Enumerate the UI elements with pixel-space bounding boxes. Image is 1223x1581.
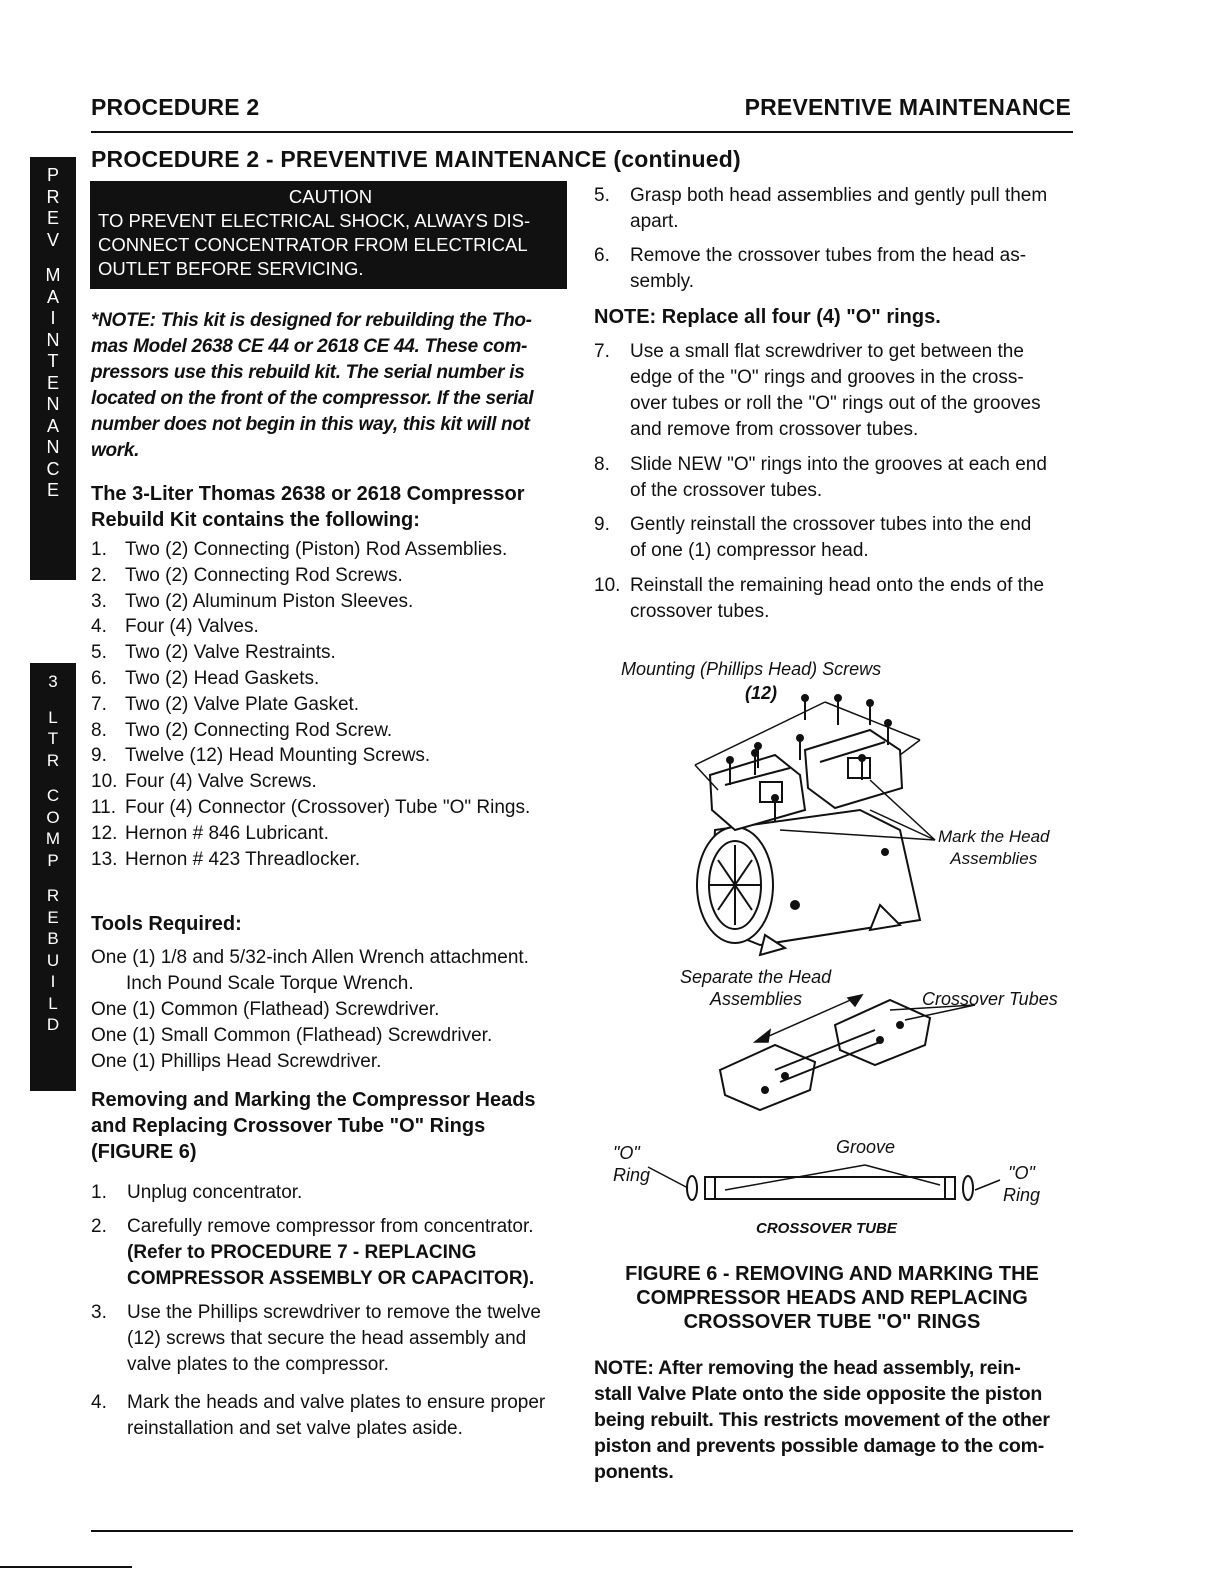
bottom-note xyxy=(594,1355,1050,1485)
removing-heading-line: and Replacing Crossover Tube "O" Rings xyxy=(91,1115,486,1137)
step-line: apart. xyxy=(630,211,679,232)
kit-item xyxy=(91,589,413,615)
kit-item-text: Two (2) Connecting Rod Screws. xyxy=(125,564,403,586)
label-crossover-tube: CROSSOVER TUBE xyxy=(756,1220,897,1237)
step-text xyxy=(630,339,1076,443)
separated-heads xyxy=(720,1000,930,1110)
kit-item xyxy=(91,795,530,821)
side-tab-letter: N xyxy=(46,437,60,457)
side-tab-letter: N xyxy=(46,394,60,414)
kit-item xyxy=(91,640,336,666)
kit-item-number: 5. xyxy=(91,642,107,664)
side-tab-3ltr-comp-rebuild xyxy=(30,663,76,1091)
removing-heading xyxy=(91,1087,536,1165)
header-rule xyxy=(91,131,1073,133)
step-line: Slide NEW "O" rings into the grooves at each end xyxy=(630,454,1047,475)
side-tab-letter: I xyxy=(50,972,56,991)
kit-item xyxy=(91,821,329,847)
label-separate-line: Assemblies xyxy=(710,989,803,1009)
kit-note-line: located on the front of the compressor. If the serial xyxy=(91,388,534,409)
step-item xyxy=(594,183,1076,235)
kit-item-text: Hernon # 423 Threadlocker. xyxy=(125,848,361,870)
kit-item-text: Two (2) Valve Plate Gasket. xyxy=(125,693,360,715)
step-text xyxy=(127,1214,581,1292)
step-line: Use a small flat screwdriver to get between the xyxy=(630,341,1024,362)
side-tab-letter: A xyxy=(46,415,59,436)
kit-item xyxy=(91,537,507,563)
side-tab-letter: T xyxy=(47,729,59,748)
compressor-illustration xyxy=(697,695,920,955)
caution-line: OUTLET BEFORE SERVICING. xyxy=(98,258,364,279)
caution-line: TO PREVENT ELECTRICAL SHOCK, ALWAYS DIS- xyxy=(98,210,531,231)
kit-item-number: 8. xyxy=(91,719,107,741)
bottom-note-line: stall Valve Plate onto the side opposite the piston xyxy=(594,1383,1043,1405)
removing-heading-line: (FIGURE 6) xyxy=(91,1141,197,1163)
step-line: crossover tubes. xyxy=(630,601,770,622)
step-line: reinstallation and set valve plates aside. xyxy=(127,1418,463,1439)
step-item xyxy=(91,1214,581,1292)
tool-item: One (1) 1/8 and 5/32-inch Allen Wrench attachment. xyxy=(91,947,529,968)
kit-item-number: 10. xyxy=(91,771,118,793)
side-tab-letter: V xyxy=(46,229,59,250)
bottom-note-line: being rebuilt. This restricts movement of the other xyxy=(594,1409,1050,1431)
label-separate-line: Separate the Head xyxy=(680,967,832,987)
bottom-note-line: NOTE: After removing the head assembly, rein- xyxy=(594,1357,1021,1379)
tool-item: Inch Pound Scale Torque Wrench. xyxy=(126,973,414,994)
kit-item-text: Four (4) Valve Screws. xyxy=(125,771,317,793)
step-line: and remove from crossover tubes. xyxy=(630,419,919,440)
tool-item: One (1) Phillips Head Screwdriver. xyxy=(91,1051,382,1072)
kit-item-text: Twelve (12) Head Mounting Screws. xyxy=(125,745,431,767)
step-line: of one (1) compressor head. xyxy=(630,540,869,561)
step-line: edge of the "O" rings and grooves in the cross- xyxy=(630,367,1024,388)
kit-heading-line: The 3-Liter Thomas 2638 or 2618 Compressor xyxy=(91,483,525,505)
label-crossover-tubes: Crossover Tubes xyxy=(922,989,1058,1009)
kit-item-text: Four (4) Connector (Crossover) Tube "O" Rings. xyxy=(125,797,531,818)
side-tab-letter: C xyxy=(46,786,60,805)
step-line: Remove the crossover tubes from the head as- xyxy=(630,245,1027,266)
step-text xyxy=(630,573,1076,625)
step-line: valve plates to the compressor. xyxy=(127,1354,389,1375)
kit-item xyxy=(91,769,317,795)
kit-note-line: pressors use this rebuild kit. The serial number is xyxy=(91,362,525,383)
step-number: 2. xyxy=(91,1216,107,1237)
kit-note xyxy=(91,308,576,464)
bottom-note-line: piston and prevents possible damage to the com- xyxy=(594,1435,1045,1457)
step-text xyxy=(127,1390,581,1442)
side-tab-letter: L xyxy=(48,707,58,727)
label-mounting-screws: Mounting (Phillips Head) Screws xyxy=(621,659,882,679)
step-line: Mark the heads and valve plates to ensure proper xyxy=(127,1392,546,1413)
caution-box xyxy=(90,181,567,289)
side-tab-letter: R xyxy=(46,186,60,207)
step-number: 1. xyxy=(91,1182,107,1203)
caution-line: CONNECT CONCENTRATOR FROM ELECTRICAL xyxy=(98,234,528,255)
kit-item-number: 4. xyxy=(91,616,107,638)
step-line: COMPRESSOR ASSEMBLY OR CAPACITOR). xyxy=(127,1268,535,1289)
kit-item-number: 12. xyxy=(91,822,118,844)
kit-item xyxy=(91,666,319,692)
kit-item-text: Two (2) Head Gaskets. xyxy=(125,668,320,689)
kit-item-text: Two (2) Aluminum Piston Sleeves. xyxy=(125,590,414,612)
footer-rule-short xyxy=(0,1566,132,1568)
figure-caption-line: FIGURE 6 - REMOVING AND MARKING THE xyxy=(625,1263,1039,1285)
tools-list xyxy=(91,945,529,1075)
step-line: (Refer to PROCEDURE 7 - REPLACING xyxy=(127,1242,477,1263)
kit-note-line: work. xyxy=(91,440,140,461)
label-mark-line: Assemblies xyxy=(950,849,1038,868)
kit-item xyxy=(91,743,430,769)
kit-item-text: Four (4) Valves. xyxy=(125,616,259,638)
step-line: sembly. xyxy=(630,271,695,292)
side-tab-letter: P xyxy=(46,165,59,185)
kit-heading-line: Rebuild Kit contains the following: xyxy=(91,509,420,531)
step-item xyxy=(91,1390,581,1442)
step-number: 10. xyxy=(594,575,621,596)
kit-item-text: Two (2) Valve Restraints. xyxy=(125,642,336,664)
side-tab-letter: O xyxy=(46,807,60,827)
step-text xyxy=(127,1180,581,1206)
kit-item-text: Two (2) Connecting (Piston) Rod Assemblies. xyxy=(125,539,508,560)
step-text xyxy=(630,452,1076,504)
side-tab-letter: C xyxy=(46,458,60,479)
side-tab-letter: L xyxy=(48,993,58,1013)
step-number: 4. xyxy=(91,1392,107,1413)
step-line: Use the Phillips screwdriver to remove the twelve xyxy=(127,1302,541,1323)
step-line: Carefully remove compressor from concentrator. xyxy=(127,1216,534,1237)
step-item xyxy=(91,1300,581,1378)
step-line: of the crossover tubes. xyxy=(630,480,823,501)
figure-caption-line: COMPRESSOR HEADS AND REPLACING xyxy=(636,1287,1028,1309)
note-orings: NOTE: Replace all four (4) "O" rings. xyxy=(594,306,941,328)
kit-item xyxy=(91,847,360,873)
label-mark-line: Mark the Head xyxy=(938,827,1050,846)
step-line: over tubes or roll the "O" rings out of the grooves xyxy=(630,393,1041,414)
kit-item xyxy=(91,692,359,718)
kit-item xyxy=(91,563,403,589)
step-line: Gently reinstall the crossover tubes into the end xyxy=(630,514,1032,535)
side-tab-letter: T xyxy=(47,351,59,371)
removing-heading-line: Removing and Marking the Compressor Heads xyxy=(91,1089,536,1111)
label-screws-count: (12) xyxy=(745,683,778,703)
tool-item: One (1) Small Common (Flathead) Screwdriver. xyxy=(91,1025,493,1046)
step-item xyxy=(594,573,1076,625)
kit-item-number: 2. xyxy=(91,564,107,586)
side-tab-letter: E xyxy=(47,907,59,927)
caution-title: CAUTION xyxy=(288,186,373,207)
step-text xyxy=(630,512,1076,564)
label-oring-line: Ring xyxy=(613,1165,651,1185)
tool-item: One (1) Common (Flathead) Screwdriver. xyxy=(91,999,440,1020)
side-tab-letter: 3 xyxy=(48,672,58,691)
kit-item-number: 7. xyxy=(91,693,107,715)
figure-caption xyxy=(592,1262,1072,1334)
step-item xyxy=(594,243,1076,295)
kit-item-text: Two (2) Connecting Rod Screw. xyxy=(125,719,393,741)
side-tab-letter: E xyxy=(46,480,59,500)
side-tab-letter: U xyxy=(46,950,60,970)
side-tab-preventive-maintenance xyxy=(30,157,76,580)
step-item xyxy=(594,452,1076,504)
step-text xyxy=(630,243,1076,295)
step-number: 5. xyxy=(594,185,610,206)
figure-caption-line: CROSSOVER TUBE "O" RINGS xyxy=(683,1311,981,1333)
label-oring-line: "O" xyxy=(1008,1163,1035,1183)
label-oring-line: "O" xyxy=(613,1143,640,1163)
kit-item xyxy=(91,614,259,640)
kit-item-number: 1. xyxy=(91,539,107,560)
step-text xyxy=(127,1300,581,1378)
side-tab-letter: M xyxy=(45,829,61,848)
kit-item-number: 3. xyxy=(91,590,107,612)
kit-item-number: 13. xyxy=(91,848,118,870)
step-item xyxy=(594,339,1076,443)
header-left: PROCEDURE 2 xyxy=(91,94,260,120)
step-item xyxy=(594,512,1076,564)
step-item xyxy=(91,1180,581,1206)
step-line: Grasp both head assemblies and gently pull them xyxy=(630,185,1048,206)
step-number: 9. xyxy=(594,514,610,535)
kit-item-number: 6. xyxy=(91,668,107,689)
side-tab-letter: P xyxy=(47,850,59,870)
kit-note-line: *NOTE: This kit is designed for rebuilding the Tho- xyxy=(91,310,532,331)
figure-6-diagram xyxy=(600,680,1080,1220)
kit-item-number: 9. xyxy=(91,745,107,767)
step-number: 7. xyxy=(594,341,610,362)
side-tab-letter: R xyxy=(46,886,60,905)
kit-item xyxy=(91,718,392,744)
side-tab-letter: E xyxy=(46,372,59,393)
kit-note-line: mas Model 2638 CE 44 or 2618 CE 44. These com- xyxy=(91,336,528,357)
label-groove: Groove xyxy=(836,1137,896,1157)
step-line: (12) screws that secure the head assembly and xyxy=(127,1328,527,1349)
step-line: Unplug concentrator. xyxy=(127,1182,303,1203)
side-tab-letter: N xyxy=(46,329,60,350)
step-number: 6. xyxy=(594,245,610,266)
kit-item-number: 11. xyxy=(91,797,117,818)
bottom-note-line: ponents. xyxy=(594,1461,674,1483)
step-number: 3. xyxy=(91,1302,107,1323)
kit-note-line: number does not begin in this way, this kit will not xyxy=(91,414,530,435)
tools-heading: Tools Required: xyxy=(91,913,242,935)
header-right: PREVENTIVE MAINTENANCE xyxy=(744,94,1071,120)
side-tab-letter: I xyxy=(50,308,56,328)
kit-heading xyxy=(91,481,525,533)
step-number: 8. xyxy=(594,454,610,475)
side-tab-letter: M xyxy=(45,265,61,285)
side-tab-letter: B xyxy=(47,929,59,948)
step-line: Reinstall the remaining head onto the ends of the xyxy=(630,575,1045,596)
side-tab-letter: A xyxy=(46,286,59,307)
footer-rule xyxy=(91,1530,1073,1532)
step-text xyxy=(630,183,1076,235)
section-title: PROCEDURE 2 - PREVENTIVE MAINTENANCE (continued) xyxy=(91,146,741,172)
side-tab-letter: D xyxy=(46,1015,60,1034)
label-oring-line: Ring xyxy=(1003,1185,1041,1205)
side-tab-letter: R xyxy=(46,750,60,770)
side-tab-letter: E xyxy=(46,208,59,228)
kit-item-text: Hernon # 846 Lubricant. xyxy=(125,822,329,844)
crossover-tube xyxy=(687,1176,973,1200)
